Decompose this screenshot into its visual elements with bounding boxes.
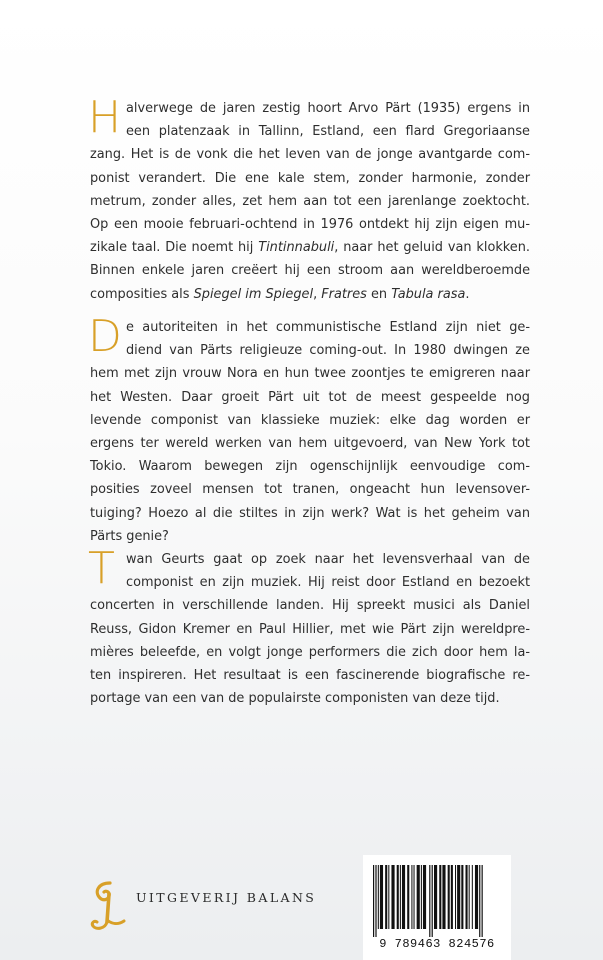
text-line <box>90 502 530 525</box>
barcode <box>363 855 511 960</box>
barcode-bar <box>432 865 433 937</box>
paragraph-author <box>88 543 530 710</box>
barcode-bar <box>378 865 379 929</box>
text-line <box>90 548 530 571</box>
barcode-bar <box>402 865 405 929</box>
text-line <box>90 283 530 306</box>
text-run: Reuss, Gidon Kremer en Paul Hillier, met wie Pärt zijn wereldpre- <box>90 621 530 637</box>
text-line <box>90 432 530 455</box>
text-line <box>90 213 530 236</box>
text-line <box>90 120 530 143</box>
text-line <box>90 316 530 339</box>
text-run: alverwege de jaren zestig hoort Arvo Pärt (1935) ergens in <box>126 101 530 116</box>
barcode-bar <box>397 865 399 929</box>
text-line <box>90 409 530 432</box>
barcode-bar <box>407 865 409 929</box>
text-run: Op een mooie februari-ochtend in 1976 ontdekt hij zijn eigen mu- <box>90 217 530 233</box>
publisher-name: UITGEVERIJ BALANS <box>136 890 317 905</box>
text-line <box>90 478 530 501</box>
text-run: ergens ter wereld werken van hem uitgevoerd, van New York tot <box>90 436 530 452</box>
text-run: ponist verandert. Die ene kale stem, zonder harmonie, zonder <box>90 170 530 186</box>
text-line <box>90 618 530 641</box>
text-run: componist en zijn muziek. Hij reist door Estland en bezoekt <box>126 575 530 591</box>
text-run: ten inspireren. Het resultaat is een fascinerende biografische re- <box>90 668 530 684</box>
barcode-bar <box>472 865 473 929</box>
barcode-bar <box>417 865 420 929</box>
barcode-bar <box>434 865 437 929</box>
barcode-bar <box>461 865 463 929</box>
barcode-bars <box>371 865 503 937</box>
barcode-bar <box>479 865 480 937</box>
paragraph-intro <box>88 92 531 306</box>
italic-title: Spiegel im Spiegel <box>193 286 314 302</box>
text-run: mières beleefde, en volgt jonge performers die zich door hem la- <box>90 644 530 660</box>
text-line <box>90 571 530 594</box>
text-run: Binnen enkele jaren creëert hij een stroom aan wereldberoemde <box>90 263 530 279</box>
barcode-bar <box>421 865 422 929</box>
text-line <box>90 167 530 190</box>
text-run: zang. Het is de vonk die het leven van de jonge avantgarde com- <box>90 147 530 163</box>
barcode-bar <box>423 865 426 929</box>
text-run: , <box>313 286 322 302</box>
barcode-bar <box>373 865 374 937</box>
text-line <box>90 97 530 120</box>
text-run: wan Geurts gaat op zoek naar het levensverhaal van de <box>126 552 530 567</box>
text-run: metrum, zonder alles, zet hem aan tot een jarenlange zoektocht. <box>90 193 530 209</box>
barcode-bar <box>466 865 468 929</box>
italic-title: Tintinnabuli <box>258 240 335 256</box>
text-run: , naar het geluid van klokken. <box>334 240 531 256</box>
barcode-bar <box>375 865 376 937</box>
barcode-bar <box>469 865 470 929</box>
text-line <box>90 664 530 687</box>
barcode-bar <box>429 865 430 937</box>
balans-logo-icon <box>88 880 128 932</box>
drop-cap: D <box>88 311 122 362</box>
barcode-bar <box>385 865 387 929</box>
text-line <box>90 594 530 617</box>
text-line <box>90 236 530 259</box>
paragraph-emigration <box>88 311 530 548</box>
text-line <box>90 687 530 710</box>
text-run: e autoriteiten in het communistische Estland zijn niet ge- <box>126 320 530 335</box>
barcode-bar <box>451 865 453 929</box>
barcode-bar <box>442 865 445 929</box>
text-run: Tokio. Waarom bewegen zijn ogenschijnlijk eenvoudige com- <box>90 459 530 475</box>
text-line <box>90 259 530 282</box>
text-run: Pärts genie? <box>90 528 169 544</box>
text-run: een platenzaak in Tallinn, Estland, een flard Gregoriaanse <box>126 124 530 140</box>
barcode-bar <box>455 865 456 929</box>
text-run: composities als <box>90 286 194 302</box>
barcode-bar <box>391 865 394 929</box>
barcode-bar <box>475 865 478 929</box>
barcode-bar <box>448 865 450 929</box>
text-run: . <box>465 286 470 302</box>
barcode-bar <box>457 865 460 929</box>
text-run: hem met zijn vrouw Nora en hun twee zoontjes te emigreren naar <box>90 366 530 382</box>
barcode-bar <box>482 865 483 937</box>
text-line <box>90 641 530 664</box>
text-run: het Westen. Daar groeit Pärt uit tot de meest gespeelde nog <box>90 389 530 405</box>
isbn-number: 9 789463 824576 <box>379 937 495 951</box>
text-line <box>90 455 530 478</box>
barcode-bar <box>414 865 415 929</box>
text-line <box>90 190 530 213</box>
drop-cap: T <box>88 543 115 594</box>
text-line <box>90 362 530 385</box>
text-run: levende componist van klassieke muziek: elke dag worden er <box>90 412 530 428</box>
italic-title: Fratres <box>321 286 367 302</box>
italic-title: Tabula rasa <box>391 286 466 302</box>
text-run: concerten in verschillende landen. Hij spreekt musici als Daniel <box>90 598 530 614</box>
barcode-bar <box>400 865 401 929</box>
text-line <box>90 339 530 362</box>
text-line <box>90 386 530 409</box>
text-run: zikale taal. Die noemt hij <box>90 240 259 256</box>
text-run: posities zoveel mensen tot tranen, ongeacht hun levensover- <box>90 482 530 498</box>
text-run: portage van een van de populairste componisten van deze tijd. <box>90 691 500 707</box>
text-run: en <box>366 286 392 302</box>
text-run: tuiging? Hoezo al die stiltes in zijn werk? Wat is het geheim van <box>90 505 530 521</box>
barcode-bar <box>411 865 412 929</box>
text-run: diend van Pärts religieuze coming-out. In 1980 dwingen ze <box>126 343 530 359</box>
drop-cap: H <box>88 92 122 143</box>
barcode-bar <box>439 865 441 929</box>
text-line <box>90 143 530 166</box>
text-line <box>90 525 530 548</box>
barcode-bar <box>388 865 389 929</box>
barcode-bar <box>380 865 383 929</box>
